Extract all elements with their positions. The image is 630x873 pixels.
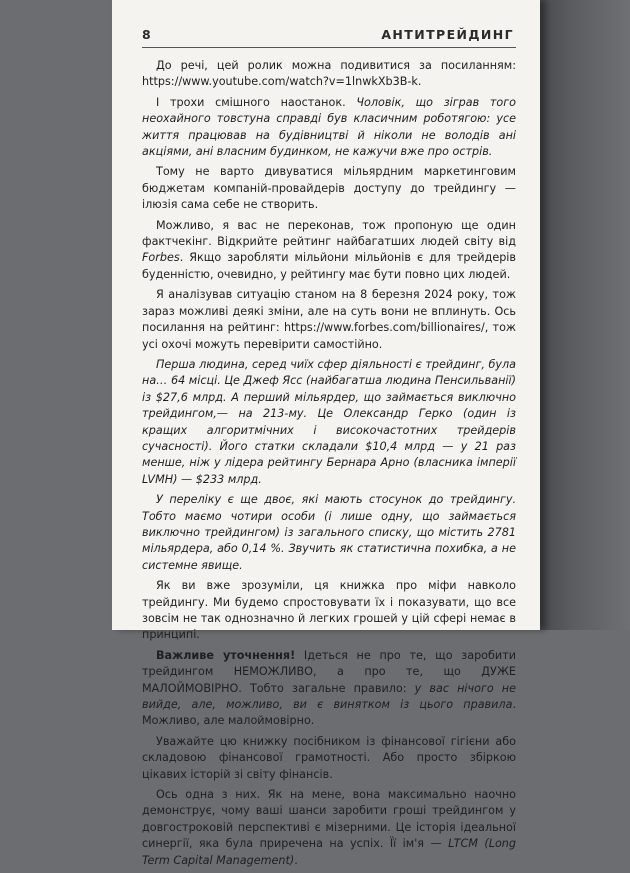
italic-text: LTCM (Long Term Capital Management) <box>142 837 516 867</box>
paragraph-text: . Можливо, але малоймовірно. <box>142 698 516 728</box>
paragraph-text: Ось одна з них. Як на мене, вона максимально наочно демонструє, чому ваші шанси заробити гроші трейдингом у довгостроковій перспективі є мізерними. Це історія ідеальної синергії, яка була приречена на успіх. Її ім'я — <box>142 788 516 851</box>
italic-text: Forbes <box>142 251 180 265</box>
italic-text: Чоловік, що зіграв того неохайного товстуна справді був класичним роботягою: усе життя працював на будівництві й ніколи не володів ані акціями, ані власним будинком, не кажучи вже про острів. <box>142 95 516 159</box>
italic-text: у вас нічого не вийде, але, можливо, ви є винятком із цього правила <box>142 681 517 712</box>
paragraph <box>142 58 516 91</box>
paragraph <box>142 357 516 488</box>
page-body <box>142 58 516 873</box>
paragraph-text: Можливо, я вас не переконав, тож пропоную ще один фактчекінг. Відкрийте рейтинг найбагатших людей світу від <box>142 218 516 249</box>
paragraph-text: . <box>294 853 298 867</box>
paragraph <box>142 787 516 869</box>
italic-text: Перша людина, серед чиїх сфер діяльності є трейдинг, була на… 64 місці. Це Джеф Ясс (найбагатша людина Пенсильванії) із $27,6 млрд. А перший мільярдер, що займається виключно трейдингом,— на 213-му. Це Олександр Герко (один із кращих алгоритмічних і високочастотних трейдерів сучасності). Його статки складали $10,4 млрд — у 21 раз менше, ніж у лідера рейтингу Бернара Арно (власника імперії LVMH) — $233 млрд. <box>142 357 516 486</box>
bold-text: Важливе уточнення! <box>156 648 296 662</box>
paragraph <box>142 648 516 730</box>
page-header <box>142 27 514 49</box>
paragraph-text: Уважайте цю книжку посібником із фінансової гігієни або складовою фінансової грамотності. Або просто збіркою цікавих історій зі світу фінансів. <box>142 734 516 781</box>
paragraph <box>142 578 516 644</box>
page-number: 8 <box>142 27 151 42</box>
paragraph-text: . Якщо заробляти мільйони мільйонів є для трейдерів буденністю, очевидно, у рейтингу має бути повно цих людей. <box>142 251 516 281</box>
paragraph-text: До речі, цей ролик можна подивитися за посиланням: https://www.youtube.com/watch?v=1lnwkXb3B-k. <box>142 59 516 89</box>
paragraph-text: Тому не варто дивуватися мільярдним маркетинговим бюджетам компаній-провайдерів доступу до трейдингу — ілюзія сама себе не створить. <box>142 165 516 212</box>
header-rule <box>142 47 516 48</box>
paragraph-text: Я аналізував ситуацію станом на 8 березня 2024 року, тож зараз можливі деякі зміни, але на суть вони не вплинуть. Ось посилання на рейтинг: https://www.forbes.com/billionaires/, тож усі охочі можуть перевірити самостійно. <box>142 288 516 351</box>
paragraph <box>142 492 516 574</box>
paragraph <box>142 95 516 161</box>
running-title: АНТИТРЕЙДИНГ <box>381 27 514 42</box>
paragraph-text: Як ви вже зрозуміли, ця книжка про міфи навколо трейдингу. Ми будемо спростовувати їх і показувати, що все зовсім не так однозначно й легких грошей у цій сфері немає в принципі. <box>142 579 516 642</box>
italic-text: У переліку є ще двоє, які мають стосунок до трейдингу. Тобто маємо чотири особи (і лише одну, що займається виключно трейдингом) із загального списку, що містить 2781 мільярдера, або 0,14 %. Звучить як статистична похибка, а не системне явище. <box>142 493 516 572</box>
paragraph <box>142 287 516 353</box>
paragraph <box>142 218 516 284</box>
book-spine-shadow <box>540 0 630 630</box>
paragraph <box>142 164 516 213</box>
paragraph <box>142 734 516 783</box>
paragraph-text: Ідеться не про те, що заробити трейдингом НЕМОЖЛИВО, а про те, що ДУЖЕ МАЛОЙМОВІРНО. Тобто загальне правило: <box>142 648 516 695</box>
paragraph-text: І трохи смішного наостанок. <box>156 95 357 109</box>
